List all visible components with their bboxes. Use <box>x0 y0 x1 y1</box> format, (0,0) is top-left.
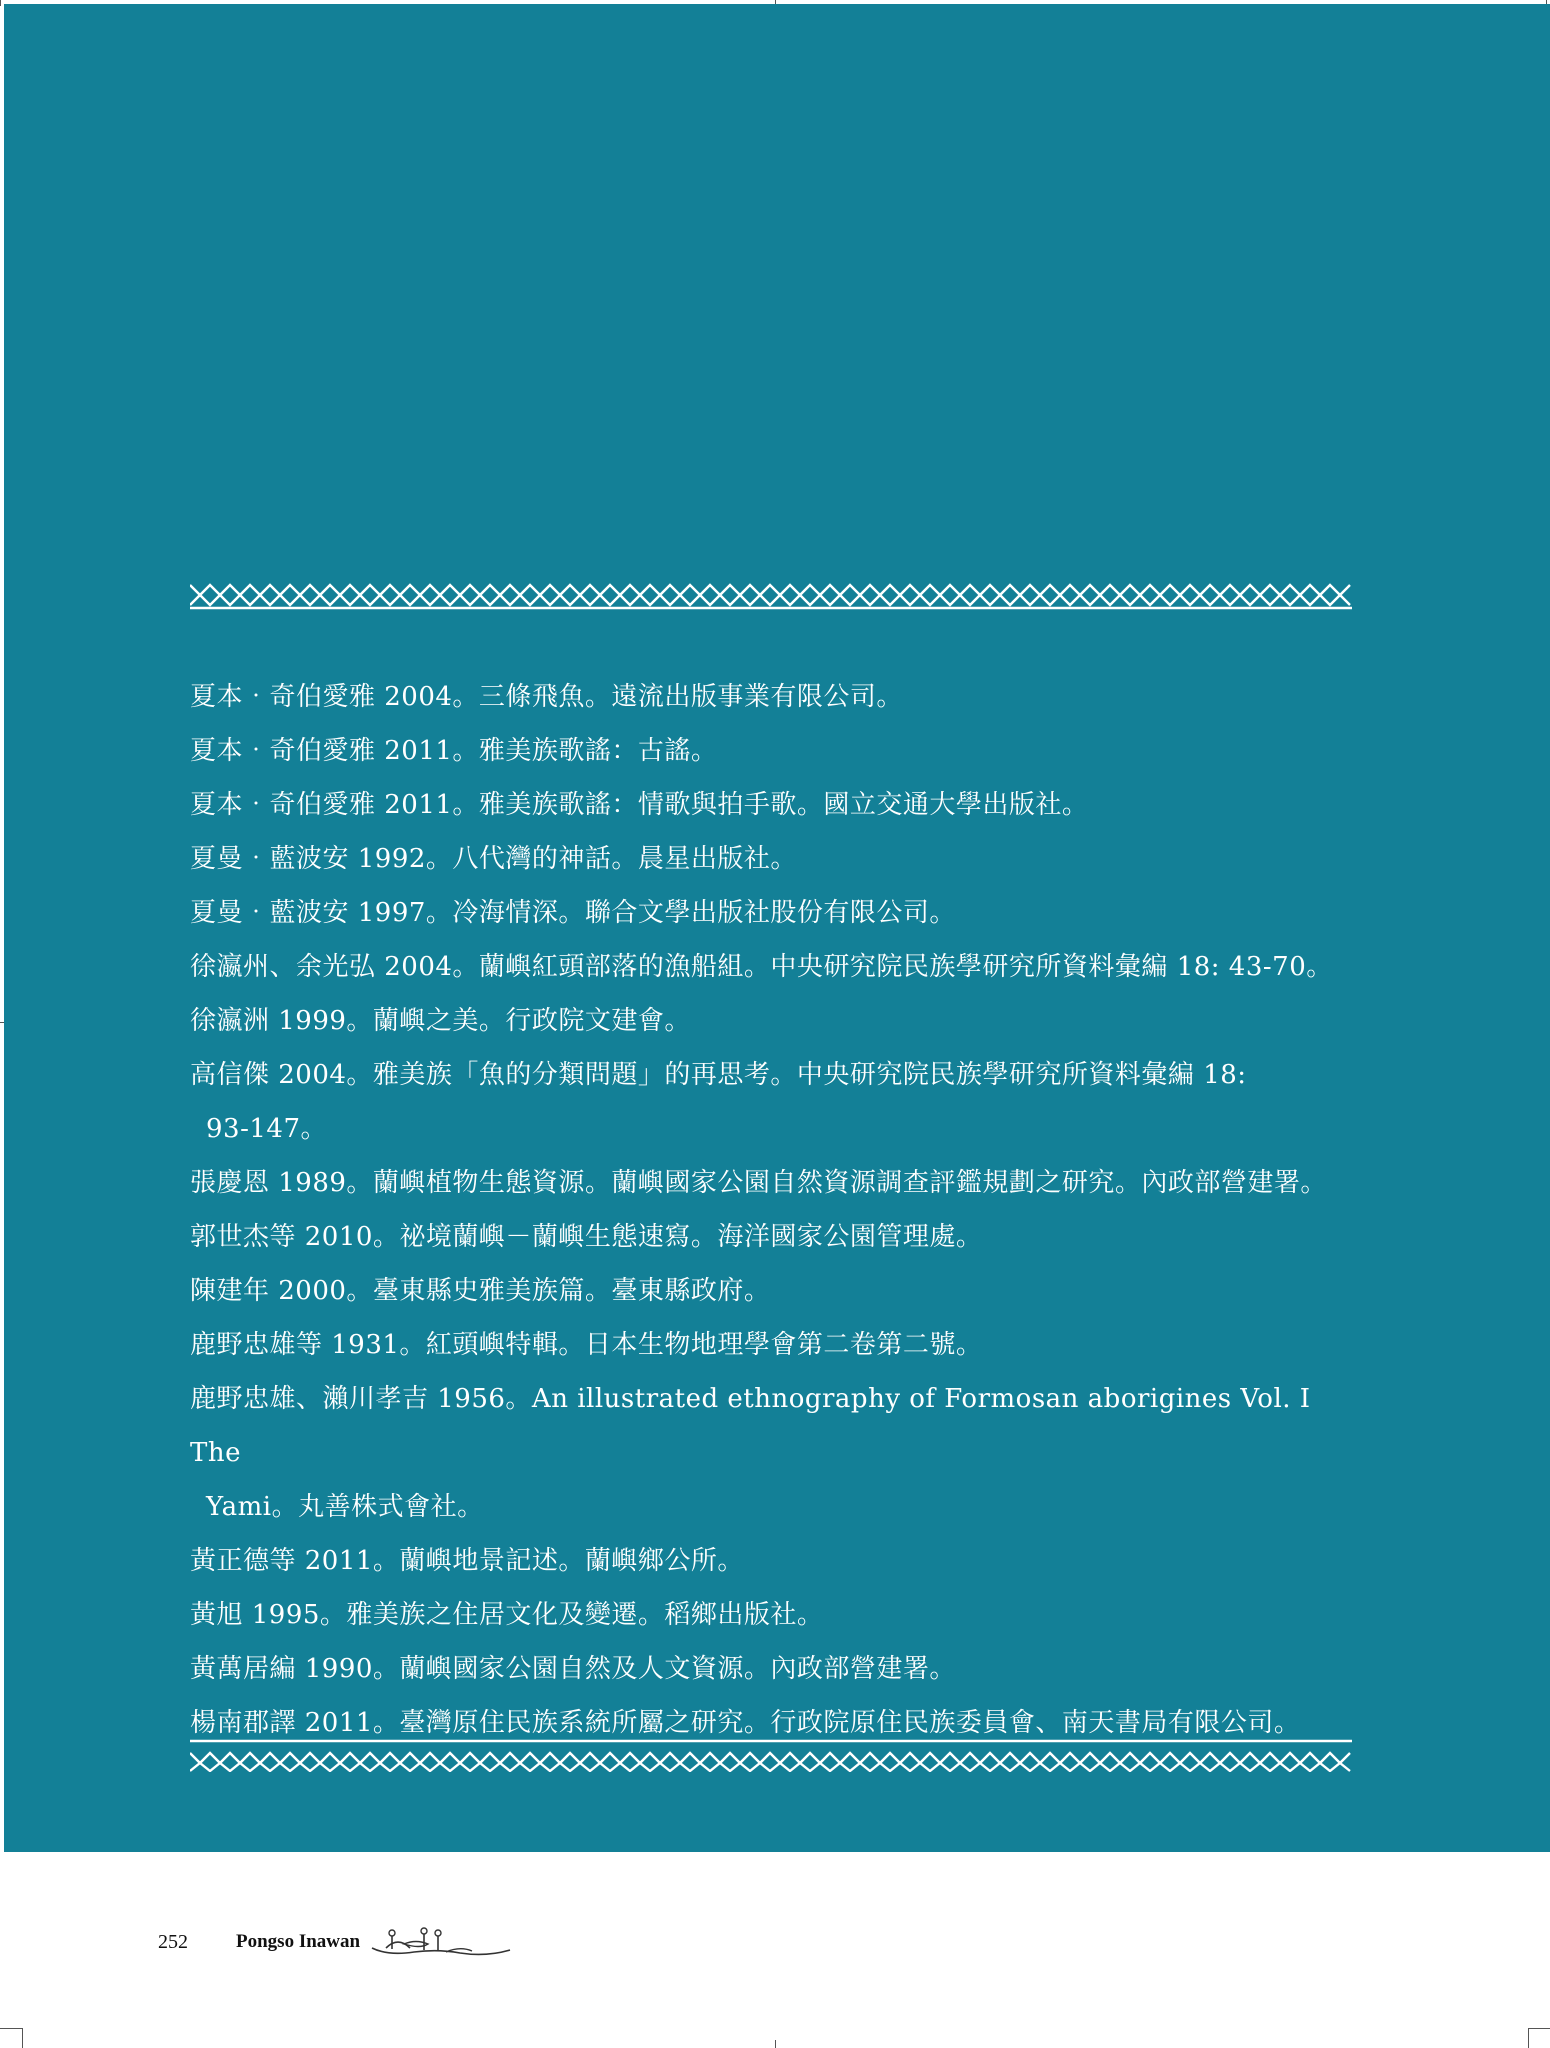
reference-item: 夏本‧奇伯愛雅 2011。雅美族歌謠：情歌與拍手歌。國立交通大學出版社。 <box>190 790 1089 820</box>
top-diamond-border <box>190 578 1352 612</box>
reference-item: 徐瀛州、余光弘 2004。蘭嶼紅頭部落的漁船組。中央研究院民族學研究所資料彙編 18: 43-70。 <box>190 952 1333 982</box>
page-number: 252 <box>158 1930 188 1953</box>
crop-mark <box>0 2028 22 2029</box>
reference-item: 夏曼‧藍波安 1992。八代灣的神話。晨星出版社。 <box>190 844 797 874</box>
reference-item: 鹿野忠雄、瀨川孝吉 1956。An illustrated ethnography of Formosan aborigines Vol. I The <box>190 1384 1311 1468</box>
reference-item: 黃旭 1995。雅美族之住居文化及變遷。稻鄉出版社。 <box>190 1600 824 1630</box>
reference-item: 徐瀛洲 1999。蘭嶼之美。行政院文建會。 <box>190 1006 691 1036</box>
page-footer <box>158 1922 518 1962</box>
crop-mark <box>1528 2028 1529 2048</box>
reference-item: 黃萬居編 1990。蘭嶼國家公園自然及人文資源。內政部營建署。 <box>190 1654 956 1684</box>
reference-item: 高信傑 2004。雅美族「魚的分類問題」的再思考。中央研究院民族學研究所資料彙編 18: <box>190 1060 1247 1090</box>
reference-item-continuation: 93-147。 <box>206 1114 327 1144</box>
book-title: Pongso Inawan <box>236 1931 361 1952</box>
crop-mark <box>0 0 1 6</box>
reference-item: 夏本‧奇伯愛雅 2004。三條飛魚。遠流出版事業有限公司。 <box>190 682 903 712</box>
crop-mark <box>1528 2028 1550 2029</box>
diamond-border-icon <box>190 1738 1352 1772</box>
reference-item: 夏曼‧藍波安 1997。冷海情深。聯合文學出版社股份有限公司。 <box>190 898 956 928</box>
reference-item: 夏本‧奇伯愛雅 2011。雅美族歌謠：古謠。 <box>190 736 718 766</box>
crop-mark <box>775 2040 776 2048</box>
reference-item-continuation: Yami。丸善株式會社。 <box>206 1492 484 1522</box>
reference-list <box>190 670 1360 1750</box>
reference-item: 鹿野忠雄等 1931。紅頭嶼特輯。日本生物地理學會第二卷第二號。 <box>190 1330 983 1360</box>
reference-item: 張慶恩 1989。蘭嶼植物生態資源。蘭嶼國家公園自然資源調查評鑑規劃之研究。內政部營建署。 <box>190 1168 1327 1198</box>
canoe-logo-icon <box>368 1922 518 1962</box>
reference-item: 黃正德等 2011。蘭嶼地景記述。蘭嶼鄉公所。 <box>190 1546 744 1576</box>
reference-item: 楊南郡譯 2011。臺灣原住民族系統所屬之研究。行政院原住民族委員會、南天書局有限公司。 <box>190 1708 1301 1738</box>
reference-item: 郭世杰等 2010。祕境蘭嶼－蘭嶼生態速寫。海洋國家公園管理處。 <box>190 1222 983 1252</box>
crop-mark <box>22 2028 23 2048</box>
reference-item: 陳建年 2000。臺東縣史雅美族篇。臺東縣政府。 <box>190 1276 771 1306</box>
bottom-diamond-border <box>190 1738 1352 1772</box>
diamond-border-icon <box>190 578 1352 612</box>
